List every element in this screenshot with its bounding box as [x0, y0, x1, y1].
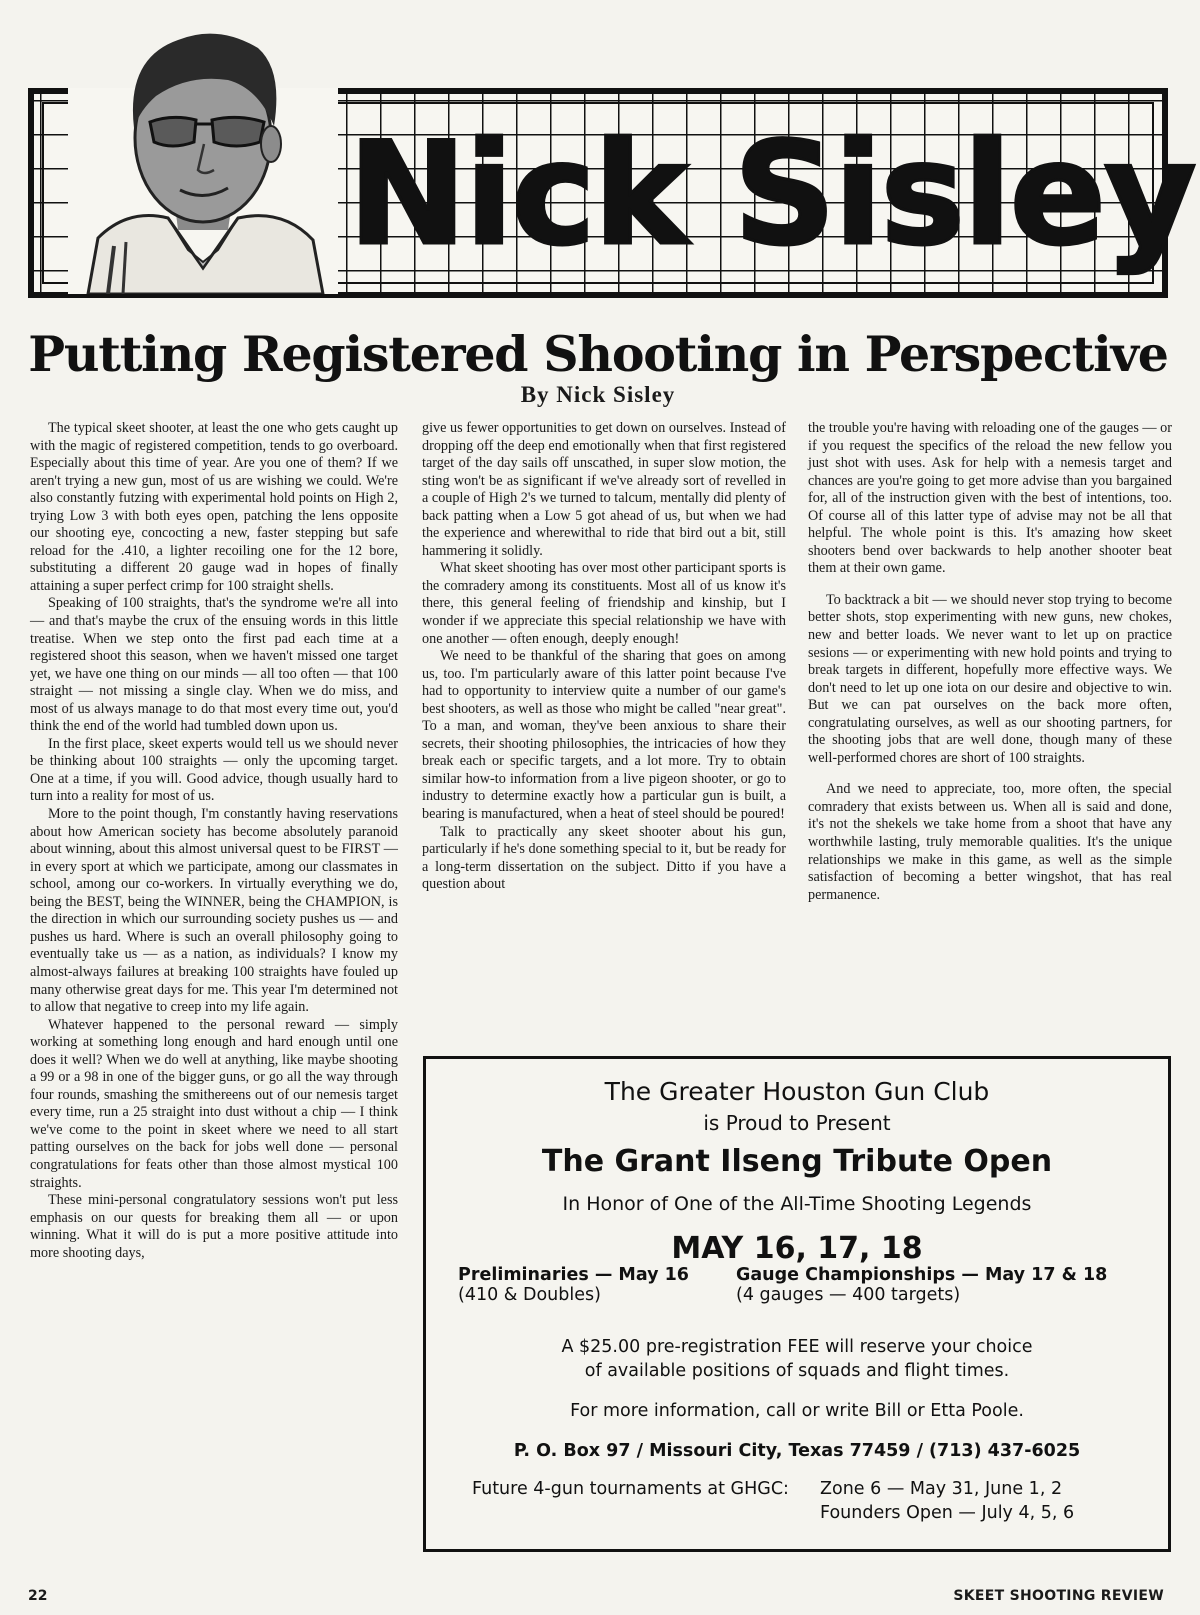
ad-future-tournament-1: Zone 6 — May 31, June 1, 2 [820, 1479, 1063, 1499]
gauge-detail: (4 gauges — 400 targets) [736, 1285, 961, 1305]
page-number: 22 [28, 1588, 48, 1604]
ad-gauge-championships [736, 1265, 1107, 1305]
ad-contact-info: For more information, call or write Bill or Etta Poole. [570, 1401, 1024, 1421]
ad-future-tournament-2: Founders Open — July 4, 5, 6 [820, 1503, 1075, 1523]
ad-event-title: The Grant Ilseng Tribute Open [541, 1144, 1053, 1179]
paragraph: In the first place, skeet experts would tell us we should never be thinking about 100 straights — only the upcoming target. One at a time, if you will. Good advice, though usually hard to turn into a reality for most of us. [30, 735, 398, 805]
article-byline: By Nick Sisley [520, 382, 676, 407]
paragraph: Talk to practically any skeet shooter about his gun, particularly if he's done something special to it, but be ready for a long-term dissertation on the subject. Ditto if you have a question about [422, 823, 786, 893]
article-column-2 [422, 420, 786, 1040]
tournament-advertisement [423, 1056, 1171, 1552]
paragraph: What skeet shooting has over most other participant sports is the comradery among its constituents. Most all of us know it's there, this general feeling of friendship and kinship, but I wonder if we appreciate this special relationship we have with one another — often enough, deeply enough! [422, 560, 786, 647]
paragraph: And we need to appreciate, too, more often, the special comradery that exists between us. When all is said and done, it's not the shekels we take home from a shoot that have any worthwhile lasting, truly memorable qualities. It's the unique relationships we make in this game, as well as the simple satisfaction of becoming a better wingshot, that has real permanence. [808, 781, 1172, 903]
author-portrait [68, 18, 338, 294]
ad-dates: MAY 16, 17, 18 [671, 1231, 923, 1266]
paragraph: the trouble you're having with reloading one of the gauges — or if you request the specifics of the reload the new fellow you just shot with uses. Ask for help with a nemesis target and chances are you're going to get more advise than you bargained for, all of the instruction given with the best of intentions, too. Of course all of this latter type of advise may not be all that helpful. The whole point is this. It's amazing how skeet shooters bend over backwards to help another shooter beat them at their own game. [808, 420, 1172, 577]
paragraph: More to the point though, I'm constantly having reservations about how American society has become absolutely paranoid about winning, about this almost universal quest to be FIRST — in every sport at which we participate, among our classmates in school, among our co-workers. In virtually everything we do, being the BEST, being the WINNER, being the CHAMPION, is the direction in which our surrounding society pushes us — and pushes us hard. Where is such an overall philosophy going to eventually take us — as a nation, as individuals? I know my almost-always failures at breaking 100 straights have fouled up many otherwise great days for me. This year I'm determined not to allow that negative to creep into my life again. [30, 806, 398, 1016]
article-column-1 [30, 420, 398, 1560]
ad-future-label: Future 4-gun tournaments at GHGC: [472, 1479, 789, 1499]
paragraph: These mini-personal congratulatory sessions won't put less emphasis on our quests for breaking them all — or upon winning. What it will do is put a more positive attitude into more shooting days, [30, 1192, 398, 1261]
article-column-3 [808, 420, 1172, 1040]
paragraph: The typical skeet shooter, at least the one who gets caught up with the magic of registered competition, tends to go overboard. Especially about this time of year. Are you one of them? If we aren't trying a new gun, most of us are wishing we could. We're also constantly futzing with experimental hold points on High 2, trying Low 3 with both eyes open, patching the lens opposite our shooting eye, concocting a new, faster stepping but safe reload for the .410, a lighter recoiling one for the 12 bore, substituting a different 20 gauge wad in hopes of finally attaining a super perfect crimp for 100 straight shells. [30, 420, 398, 594]
paragraph: We need to be thankful of the sharing that goes on among us, too. I'm particularly aware of this latter point because I've had to opportunity to interview quite a number of our game's best shooters, as well as those who might be called "near great". To a man, and woman, they've been anxious to share their secrets, their shooting philosophies, the intricacies of how they break each or specific targets, and a lot more. Try to obtain similar how-to information from a live pigeon shooter, or go to industry to determine exactly how a particular gun is built, a bearing is manufactured, when a heat of steel should be poured! [422, 648, 786, 823]
publication-name: SKEET SHOOTING REVIEW [953, 1588, 1164, 1604]
ad-preliminaries [458, 1265, 689, 1305]
paragraph: Whatever happened to the personal reward — simply working at something long enough and hard enough until one does it well? When we do well at anything, like maybe shooting a 99 or a 98 in one of the bigger guns, or go all the way through four rounds, smashing the smithereens out of our nemesis target every time, run a 25 straight into dust without a chip — I think we've come to the point in skeet where we need to all start patting ourselves on the back for jobs well done — personal congratulations for feats other than those almost mystical 100 straights. [30, 1016, 398, 1191]
columnist-name: Nick Sisley [348, 112, 1195, 277]
paragraph: give us fewer opportunities to get down on ourselves. Instead of dropping off the deep end emotionally when that first registered target of the day sails off unscathed, in super slow motion, the sting won't be as significant if we've already sort of revelled in a couple of High 2's we turned to talcum, mentally did plenty of back patting when a Low 5 got ahead of us, but when we had the experience and wherewithal to ride that bird out a bit, still hammering it solidly. [422, 420, 786, 559]
paragraph: To backtrack a bit — we should never stop trying to become better shots, stop experimenting with new guns, new chokes, new and better loads. We never want to let up on practice sesions — or experimenting with new hold points and trying to break targets in different, hopefully more effective ways. We don't need to let up one iota on our desire and objective to win. But we can pat ourselves on the back more often, congratulating ourselves, as well as our shooting partners, for the shooting jobs that are well done, though many of these well-performed chores are short of 100 straights. [808, 591, 1172, 766]
gauge-title: Gauge Championships — May 17 & 18 [736, 1265, 1108, 1285]
ad-fee-line-2: of available positions of squads and flight times. [584, 1361, 1010, 1381]
paragraph: Speaking of 100 straights, that's the syndrome we're all into — and that's maybe the crux of the ensuing words in this little treatise. When we step onto the first pad each time at a registered shoot this season, when we haven't missed one target yet, we have one thing on our minds — all too often — that 100 straight — not missing a single clay. When we do miss, and most of us always manage to do that most every time out, you'd think the end of the world had tumbled down upon us. [30, 595, 398, 735]
preliminaries-title: Preliminaries — May 16 [458, 1265, 689, 1285]
ad-presents: is Proud to Present [703, 1111, 891, 1135]
ad-club-name: The Greater Houston Gun Club [604, 1077, 990, 1106]
ad-fee-line-1: A $25.00 pre-registration FEE will reserve your choice [561, 1337, 1033, 1357]
ad-honor-line: In Honor of One of the All-Time Shooting Legends [562, 1193, 1032, 1215]
masthead [28, 88, 1195, 298]
preliminaries-detail: (410 & Doubles) [458, 1285, 601, 1305]
ad-address: P. O. Box 97 / Missouri City, Texas 77459 / (713) 437-6025 [513, 1441, 1081, 1461]
article-headline: Putting Registered Shooting in Perspective [28, 325, 1168, 383]
